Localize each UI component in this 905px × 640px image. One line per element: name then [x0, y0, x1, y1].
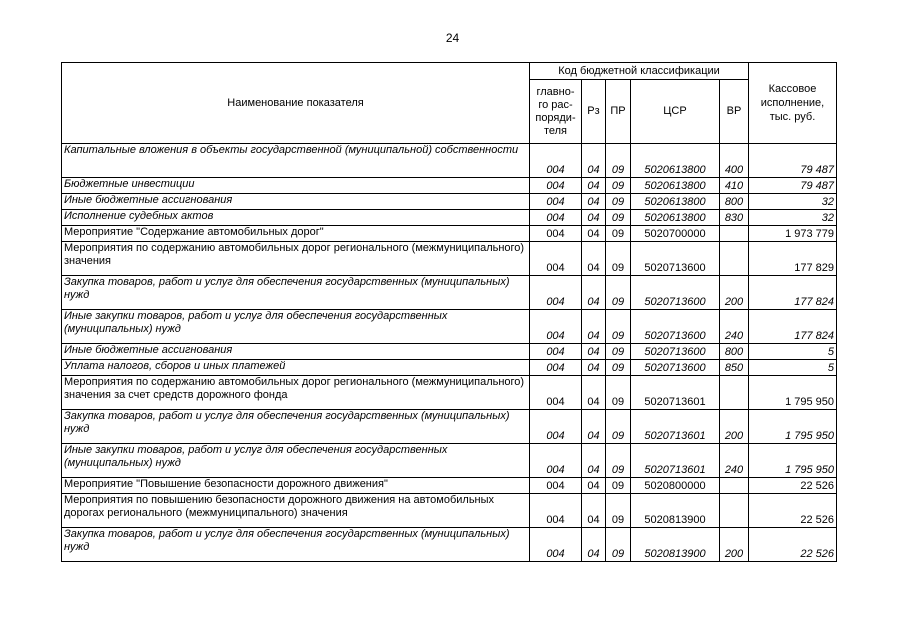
cell-glavn: 004	[530, 144, 582, 178]
cell-pr: 09	[606, 494, 631, 528]
cell-glavn: 004	[530, 226, 582, 242]
cell-csr: 5020800000	[631, 478, 720, 494]
cell-pr: 09	[606, 242, 631, 276]
cell-name: Мероприятие "Повышение безопасности дорожного движения"	[62, 478, 530, 494]
header-budget-classification: Код бюджетной классификации	[530, 63, 749, 80]
header-csr: ЦСР	[631, 80, 720, 144]
cell-pr: 09	[606, 444, 631, 478]
budget-table	[61, 62, 837, 562]
cell-glavn: 004	[530, 360, 582, 376]
cell-csr: 5020700000	[631, 226, 720, 242]
cell-pr: 09	[606, 210, 631, 226]
cell-amount: 79 487	[749, 178, 837, 194]
cell-name: Иные закупки товаров, работ и услуг для обеспечения государственных (муниципальных) нужд	[62, 310, 530, 344]
table-row	[62, 494, 837, 528]
cell-rz: 04	[582, 344, 606, 360]
cell-vr: 240	[720, 444, 749, 478]
cell-csr: 5020613800	[631, 178, 720, 194]
cell-glavn: 004	[530, 210, 582, 226]
table-row	[62, 276, 837, 310]
cell-vr: 200	[720, 276, 749, 310]
table-row	[62, 242, 837, 276]
cell-name: Исполнение судебных актов	[62, 210, 530, 226]
table-row	[62, 344, 837, 360]
cell-pr: 09	[606, 344, 631, 360]
cell-rz: 04	[582, 494, 606, 528]
cell-amount: 79 487	[749, 144, 837, 178]
cell-name: Иные закупки товаров, работ и услуг для обеспечения государственных (муниципальных) нужд	[62, 444, 530, 478]
cell-amount: 32	[749, 210, 837, 226]
table-row	[62, 144, 837, 178]
cell-vr	[720, 226, 749, 242]
cell-rz: 04	[582, 360, 606, 376]
cell-rz: 04	[582, 276, 606, 310]
cell-amount: 1 795 950	[749, 444, 837, 478]
table-row	[62, 226, 837, 242]
cell-glavn: 004	[530, 344, 582, 360]
cell-pr: 09	[606, 478, 631, 494]
cell-pr: 09	[606, 528, 631, 562]
cell-glavn: 004	[530, 194, 582, 210]
cell-csr: 5020713600	[631, 360, 720, 376]
cell-name: Мероприятие "Содержание автомобильных дорог"	[62, 226, 530, 242]
cell-amount: 1 795 950	[749, 410, 837, 444]
cell-amount: 22 526	[749, 528, 837, 562]
cell-rz: 04	[582, 194, 606, 210]
cell-glavn: 004	[530, 310, 582, 344]
cell-name: Закупка товаров, работ и услуг для обеспечения государственных (муниципальных) нужд	[62, 528, 530, 562]
cell-vr: 200	[720, 528, 749, 562]
cell-name: Мероприятия по повышению безопасности дорожного движения на автомобильных дорогах регионального (межмуниципального) значения	[62, 494, 530, 528]
cell-rz: 04	[582, 226, 606, 242]
cell-csr: 5020713601	[631, 444, 720, 478]
cell-vr	[720, 376, 749, 410]
cell-glavn: 004	[530, 276, 582, 310]
table-row	[62, 178, 837, 194]
cell-rz: 04	[582, 310, 606, 344]
cell-vr: 200	[720, 410, 749, 444]
header-glavn: главно- го рас- поряди- теля	[530, 80, 582, 144]
table-row	[62, 444, 837, 478]
cell-rz: 04	[582, 528, 606, 562]
cell-glavn: 004	[530, 494, 582, 528]
cell-csr: 5020713600	[631, 276, 720, 310]
cell-vr: 410	[720, 178, 749, 194]
cell-csr: 5020713601	[631, 376, 720, 410]
cell-glavn: 004	[530, 444, 582, 478]
cell-amount: 32	[749, 194, 837, 210]
cell-csr: 5020813900	[631, 528, 720, 562]
cell-glavn: 004	[530, 410, 582, 444]
cell-pr: 09	[606, 194, 631, 210]
header-rz: Рз	[582, 80, 606, 144]
cell-glavn: 004	[530, 242, 582, 276]
cell-rz: 04	[582, 410, 606, 444]
cell-vr: 240	[720, 310, 749, 344]
cell-amount: 177 824	[749, 276, 837, 310]
header-vr: ВР	[720, 80, 749, 144]
cell-name: Капитальные вложения в объекты государственной (муниципальной) собственности	[62, 144, 530, 178]
cell-rz: 04	[582, 144, 606, 178]
header-name: Наименование показателя	[62, 63, 530, 144]
table-row	[62, 310, 837, 344]
cell-csr: 5020613800	[631, 210, 720, 226]
cell-csr: 5020713601	[631, 410, 720, 444]
table-row	[62, 410, 837, 444]
cell-pr: 09	[606, 376, 631, 410]
cell-name: Иные бюджетные ассигнования	[62, 194, 530, 210]
cell-name: Закупка товаров, работ и услуг для обеспечения государственных (муниципальных) нужд	[62, 276, 530, 310]
cell-name: Закупка товаров, работ и услуг для обеспечения государственных (муниципальных) нужд	[62, 410, 530, 444]
cell-amount: 1 973 779	[749, 226, 837, 242]
table-row	[62, 528, 837, 562]
cell-name: Бюджетные инвестиции	[62, 178, 530, 194]
cell-glavn: 004	[530, 178, 582, 194]
cell-csr: 5020613800	[631, 194, 720, 210]
page-number: 24	[445, 31, 460, 45]
cell-pr: 09	[606, 226, 631, 242]
cell-pr: 09	[606, 360, 631, 376]
cell-vr: 400	[720, 144, 749, 178]
cell-vr	[720, 242, 749, 276]
cell-pr: 09	[606, 276, 631, 310]
cell-csr: 5020713600	[631, 344, 720, 360]
cell-amount: 1 795 950	[749, 376, 837, 410]
table-row	[62, 210, 837, 226]
table-row	[62, 360, 837, 376]
cell-name: Мероприятия по содержанию автомобильных дорог регионального (межмуниципального) значения за счет средств дорожного фонда	[62, 376, 530, 410]
cell-rz: 04	[582, 478, 606, 494]
header-amount: Кассовое исполнение, тыс. руб.	[749, 63, 837, 144]
cell-vr	[720, 494, 749, 528]
cell-amount: 177 824	[749, 310, 837, 344]
cell-csr: 5020613800	[631, 144, 720, 178]
cell-pr: 09	[606, 178, 631, 194]
cell-pr: 09	[606, 410, 631, 444]
table-body	[62, 144, 837, 562]
cell-amount: 177 829	[749, 242, 837, 276]
cell-vr: 850	[720, 360, 749, 376]
cell-vr	[720, 478, 749, 494]
cell-rz: 04	[582, 210, 606, 226]
cell-vr: 800	[720, 344, 749, 360]
cell-csr: 5020713600	[631, 310, 720, 344]
cell-name: Иные бюджетные ассигнования	[62, 344, 530, 360]
cell-rz: 04	[582, 178, 606, 194]
cell-vr: 800	[720, 194, 749, 210]
header-pr: ПР	[606, 80, 631, 144]
table-row	[62, 376, 837, 410]
cell-glavn: 004	[530, 376, 582, 410]
cell-amount: 22 526	[749, 494, 837, 528]
cell-glavn: 004	[530, 528, 582, 562]
cell-amount: 5	[749, 344, 837, 360]
cell-pr: 09	[606, 144, 631, 178]
cell-csr: 5020813900	[631, 494, 720, 528]
cell-rz: 04	[582, 376, 606, 410]
cell-name: Мероприятия по содержанию автомобильных дорог регионального (межмуниципального) значения	[62, 242, 530, 276]
cell-name: Уплата налогов, сборов и иных платежей	[62, 360, 530, 376]
table-row	[62, 478, 837, 494]
cell-amount: 22 526	[749, 478, 837, 494]
cell-amount: 5	[749, 360, 837, 376]
cell-rz: 04	[582, 444, 606, 478]
cell-rz: 04	[582, 242, 606, 276]
cell-glavn: 004	[530, 478, 582, 494]
cell-csr: 5020713600	[631, 242, 720, 276]
cell-pr: 09	[606, 310, 631, 344]
cell-vr: 830	[720, 210, 749, 226]
table-row	[62, 194, 837, 210]
